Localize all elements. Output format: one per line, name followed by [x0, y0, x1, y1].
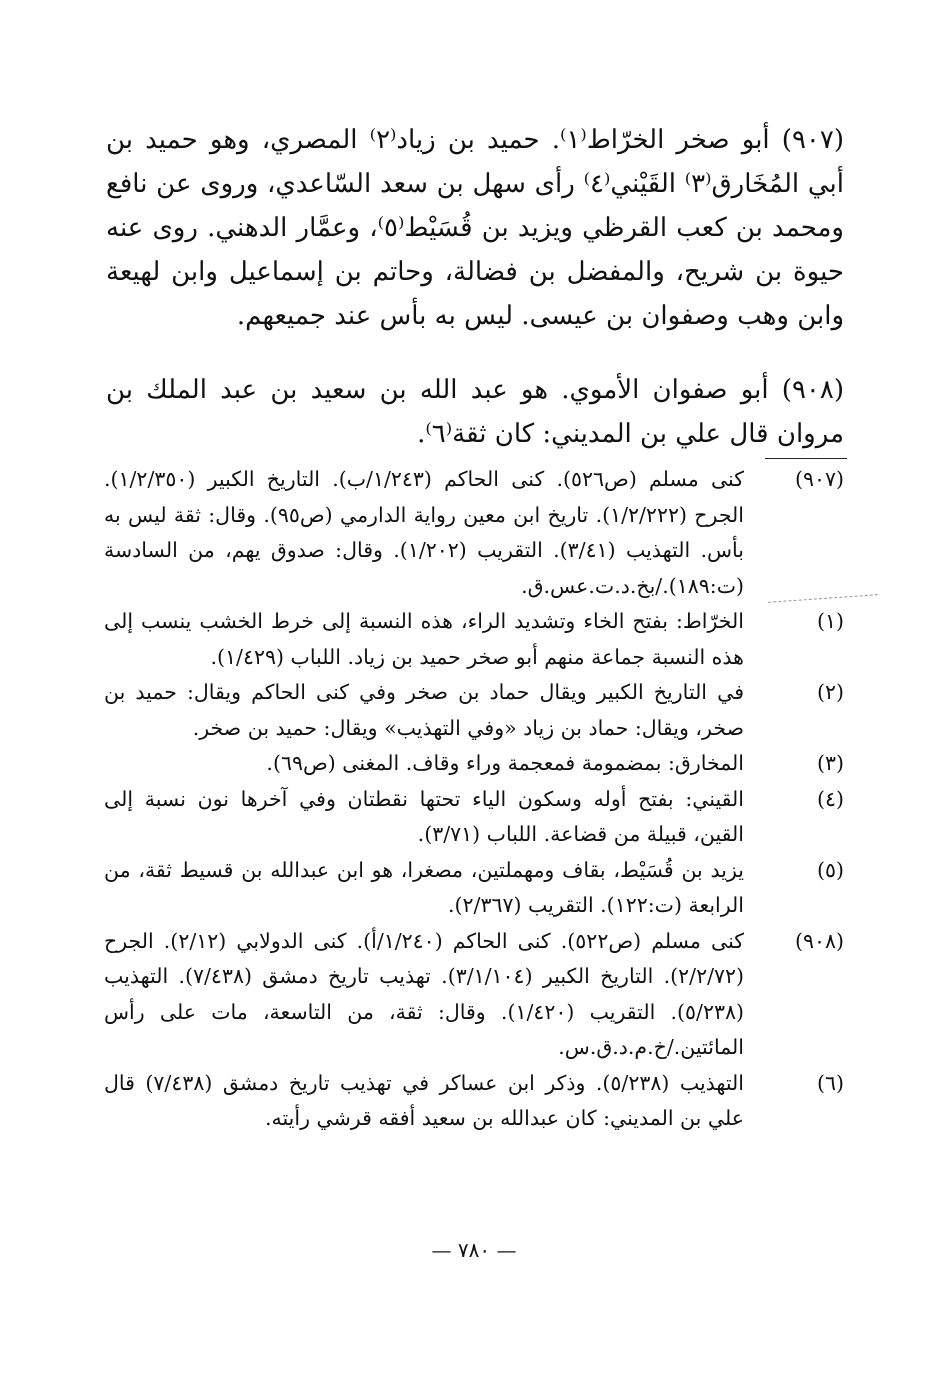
- footnote-text: التهذيب (٥/٢٣٨). وذكر ابن عساكر في تهذيب تاريخ دمشق (٧/٤٣٨) قال علي بن المديني: كان عبدالله بن سعيد أفقه قرشي رأيته.: [104, 1070, 744, 1130]
- footnote-number: (٢): [816, 680, 844, 704]
- footnote-number: (٦): [816, 1070, 844, 1095]
- footnote-5: [104, 853, 844, 924]
- footnote-text: المخارق: بمضمومة فمعجمة وراء وقاف. المغنى (ص٦٩).: [266, 751, 744, 775]
- footnote-908: [104, 924, 844, 1066]
- footnote-number: (٩٠٧): [794, 467, 844, 491]
- footnote-number: (٤): [816, 786, 844, 811]
- footnote-number: (٥): [816, 857, 844, 882]
- entry-907: (٩٠٧) أبو صخر الخرّاط⁽١⁾. حميد بن زياد⁽٢⁾ المصري، وهو حميد بن أبي المُخَارق⁽٣⁾ القَيْني⁽٤⁾ رأى سهل بن سعد السّاعدي، وروى عن نافع ومحمد بن كعب القرظي ويزيد بن قُسَيْط⁽٥⁾، وعمَّار الدهني. روى عنه حيوة بن شريح، والمفضل بن فضالة، وحاتم بن إسماعيل وابن لهيعة وابن وهب وصفوان بن عيسى. ليس به بأس عند جميعهم.: [106, 125, 844, 331]
- footnote-1: [104, 604, 844, 675]
- footnote-2: [104, 675, 844, 746]
- footnote-4: [104, 782, 844, 853]
- footnote-text: الخرّاط: بفتح الخاء وتشديد الراء، هذه النسبة إلى خرط الخشب ينسب إلى هذه النسبة جماعة منهم أبو صخر حميد بن زياد. اللباب (١/٤٢٩).: [104, 609, 744, 669]
- footnotes: [104, 462, 844, 1137]
- footnote-3: [104, 746, 844, 782]
- footnote-6: [104, 1066, 844, 1137]
- footnote-number: (٩٠٨): [794, 928, 844, 953]
- footnote-text: القيني: بفتح أوله وسكون الياء تحتها نقطتان وفي آخرها نون نسبة إلى القين، قبيلة من قضاعة. اللباب (٣/٧١).: [104, 786, 744, 846]
- footnote-divider: [765, 458, 847, 459]
- footnote-text: كنى مسلم (ص٥٢٦). كنى الحاكم (١/٢٤٣/ب). التاريخ الكبير (١/٢/٣٥٠). الجرح (١/٢/٢٢٢). تاريخ ابن معين رواية الدارمي (ص٩٥). وقال: ثقة ليس به بأس. التهذيب (٣/٤١). التقريب (١/٢٠٢). وقال: صدوق يهم، من السادسة (ت:١٨٩)./بخ.د.ت.عس.ق.: [104, 467, 745, 598]
- footnote-number: (١): [816, 609, 844, 633]
- page-number: — ٧٨٠ —: [431, 1238, 517, 1262]
- footnote-text: كنى مسلم (ص٥٢٢). كنى الحاكم (١/٢٤٠/أ). كنى الدولابي (٢/١٢). الجرح (٢/٢/٧٢). التاريخ الكبير (٣/١/١٠٤). تهذيب تاريخ دمشق (٧/٤٣٨). التهذيب (٥/٢٣٨). التقريب (١/٤٢٠). وقال: ثقة، من التاسعة، مات على رأس المائتين./خ.م.د.ق.س.: [104, 928, 745, 1059]
- footnote-907: [104, 462, 844, 604]
- footnote-text: يزيد بن قُسَيْط، بقاف ومهملتين، مصغرا، هو ابن عبدالله بن قسيط ثقة، من الرابعة (ت:١٢٢). التقريب (٢/٣٦٧).: [104, 857, 744, 917]
- footnote-text: في التاريخ الكبير ويقال حماد بن صخر وفي كنى الحاكم ويقال: حميد بن صخر، ويقال: حماد بن زياد «وفي التهذيب» ويقال: حميد بن صخر.: [104, 680, 744, 740]
- footnote-number: (٣): [816, 751, 844, 775]
- entry-908: (٩٠٨) أبو صفوان الأموي. هو عبد الله بن سعيد بن عبد الملك بن مروان قال علي بن المديني: كان ثقة⁽٦⁾.: [106, 375, 844, 449]
